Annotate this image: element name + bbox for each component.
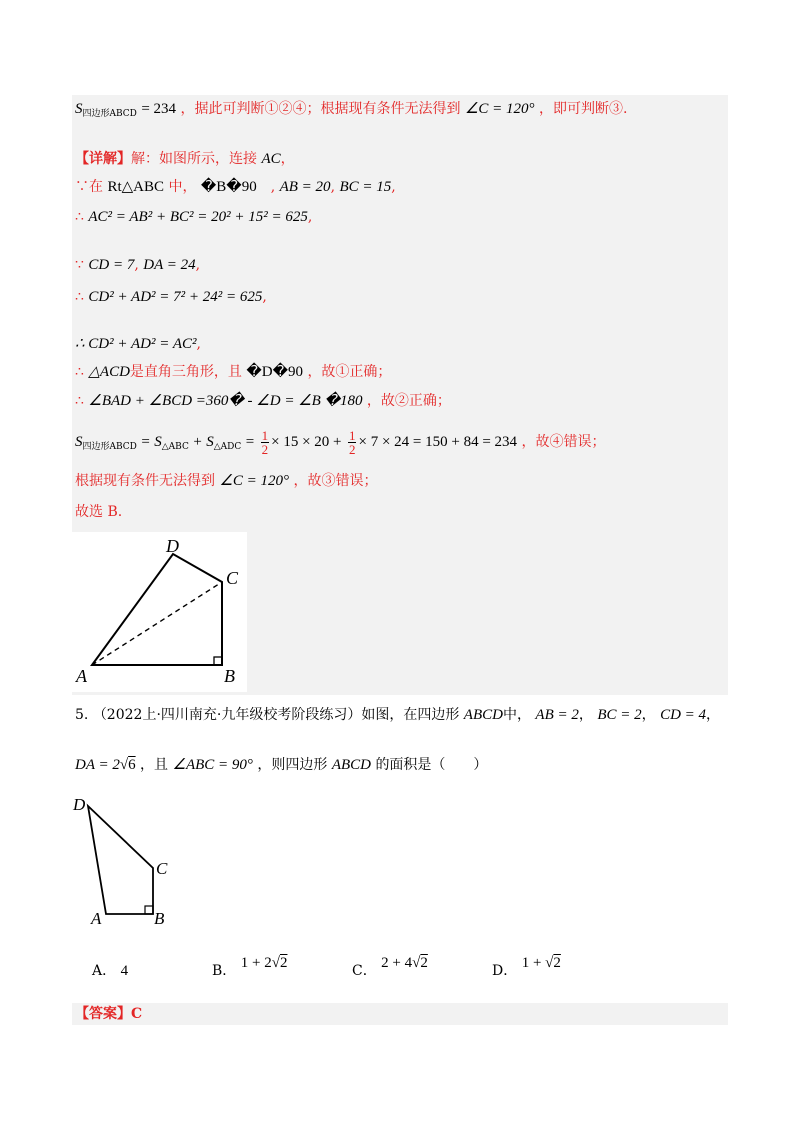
option-a[interactable] xyxy=(92,960,128,982)
option-d[interactable] xyxy=(492,955,561,982)
angle-sum-line xyxy=(75,392,451,410)
solution-line-1 xyxy=(75,100,627,123)
question-number: 5. xyxy=(75,707,89,723)
because-mid: 中， xyxy=(168,179,197,195)
detail-comma: ， xyxy=(280,151,295,167)
area-symbol: S xyxy=(75,101,83,117)
detail-line xyxy=(75,150,295,168)
fig2-label-a: A xyxy=(91,909,102,928)
equation-2: CD² + AD² = 7² + 24² = 625 xyxy=(88,289,263,305)
detail-tag: 【详解】 xyxy=(75,151,131,167)
ab-value: AB = 20 xyxy=(279,179,331,195)
right-triangle: Rt△ABC xyxy=(107,179,165,195)
sum-end: ，故②正确； xyxy=(366,393,451,409)
half-fraction-1: $\frac{1}{2}$ xyxy=(261,427,269,457)
option-b-value: 1 + 2√2 xyxy=(240,955,288,971)
question-line-2: DA = 2√6 ，且 ∠ABC = 90° ，则四边形 ABCD 的面积是（ ） xyxy=(75,757,488,773)
because-line-2: ∵ CD = 7, DA = 24, xyxy=(75,257,201,273)
fig2-label-d: D xyxy=(73,795,86,814)
question-ab: AB = 2 xyxy=(535,707,579,723)
cd-value: CD = 7 xyxy=(88,257,135,273)
area-adc: S xyxy=(206,434,214,450)
acd-triangle: △ACD xyxy=(88,364,130,380)
choice-text: 故选 B. xyxy=(75,504,123,520)
because-symbol: ∵在 xyxy=(75,179,103,195)
detail-ac: AC xyxy=(261,151,281,167)
acd-pre: ∴ xyxy=(75,364,84,380)
choice-line xyxy=(75,503,122,521)
acd-end: ，故①正确； xyxy=(307,364,392,380)
answer-panel xyxy=(72,1003,728,1025)
area-term-2: × 7 × 24 = 150 + 84 = 234 xyxy=(358,434,518,450)
area-end: ，故④错误； xyxy=(521,434,606,450)
line1-text-b: ，即可判断③. xyxy=(539,101,628,117)
question-angle: ∠ABC = 90° xyxy=(172,757,253,773)
therefore-symbol: ∴ xyxy=(75,209,84,225)
conclusion-end: ，故③错误； xyxy=(293,473,378,489)
area-term-1: × 15 × 20 + xyxy=(271,434,342,450)
conclusion-line xyxy=(75,472,377,490)
question-then: ，则四边形 xyxy=(257,757,328,773)
because-line-1: ∵在 Rt△ABC 中， �B�90 , AB = 20, BC = 15, xyxy=(75,179,396,195)
area-subscript: 四边形ABCD xyxy=(82,109,137,119)
question-bc: BC = 2 xyxy=(597,707,642,723)
question-quad: ABCD xyxy=(463,707,503,723)
answer-tag: 【答案】 xyxy=(75,1006,131,1022)
conclusion-text: 根据现有条件无法得到 xyxy=(75,473,215,489)
question-quad-2: ABCD xyxy=(331,757,371,773)
area-abc: S xyxy=(154,434,162,450)
question-and: ，且 xyxy=(140,757,169,773)
option-d-letter: D． xyxy=(492,963,518,979)
question-da-root: 6 xyxy=(128,757,136,773)
angle-c: ∠C = 120° xyxy=(464,101,535,117)
bc-value: BC = 15 xyxy=(339,179,392,195)
detail-text: 解：如图所示，连接 xyxy=(131,151,257,167)
fig1-label-d: D xyxy=(166,536,179,556)
equation-3: ∴ CD² + AD² = AC² xyxy=(75,336,197,352)
area-value: = 234 xyxy=(141,101,177,117)
question-cd: CD = 4 xyxy=(660,707,707,723)
therefore-line-1: ∴ AC² = AB² + BC² = 20² + 15² = 625, xyxy=(75,209,313,225)
line1-text-a: ，据此可判断①②④；根据现有条件无法得到 xyxy=(180,101,461,117)
option-c[interactable] xyxy=(352,955,428,982)
answer-value: C xyxy=(131,1006,143,1022)
option-d-value: 1 + √2 xyxy=(521,955,561,971)
option-c-letter: C． xyxy=(352,963,377,979)
fig1-label-c: C xyxy=(226,568,239,588)
fig1-label-b: B xyxy=(224,666,235,686)
area-line: $S_{四边形ABCD} = S_{\triangle ABC} + S_{\triangle ADC}$ = $\frac{1}{2}$ × 15 × 20 + $\frac{1}{2}$ × 7 × 24 = 150 + 84 = 234 ，故④错误； xyxy=(75,427,606,457)
angle-d: �D�90 xyxy=(246,364,303,380)
equation-1: AC² = AB² + BC² = 20² + 15² = 625 xyxy=(88,209,308,225)
half-fraction-2: $\frac{1}{2}$ xyxy=(348,427,356,457)
figure-quadrilateral-2 xyxy=(70,792,180,932)
option-b-letter: B． xyxy=(212,963,237,979)
because-symbol-2: ∵ xyxy=(75,257,84,273)
option-b[interactable] xyxy=(212,955,288,982)
acd-line xyxy=(75,363,391,381)
fig2-label-b: B xyxy=(154,909,165,928)
answer-line xyxy=(75,1005,142,1023)
fig2-label-c: C xyxy=(156,859,168,878)
acd-text: 是直角三角形，且 xyxy=(129,364,242,380)
question-mid: 中， xyxy=(502,707,531,723)
question-ask: 的面积是（ ） xyxy=(375,757,488,773)
area-adc-sub: △ADC xyxy=(213,442,242,452)
area-abc-sub: △ABC xyxy=(161,442,189,452)
area-total: S xyxy=(75,434,83,450)
option-a-letter: A． xyxy=(92,963,117,979)
question-da: DA = 2 xyxy=(75,757,120,773)
angle-sum-equation: ∠BAD + ∠BCD =360� - ∠D = ∠B �180 xyxy=(88,393,363,409)
conclusion-angle: ∠C = 120° xyxy=(219,473,290,489)
question-source: （2022上·四川南充·九年级校考阶段练习）如图，在四边形 xyxy=(92,707,460,723)
question-line-1: 5. （2022上·四川南充·九年级校考阶段练习）如图，在四边形 ABCD中， AB = 2， BC = 2， CD = 4， xyxy=(75,707,721,723)
area-total-sub: 四边形ABCD xyxy=(82,442,137,452)
therefore-symbol-2: ∴ xyxy=(75,289,84,305)
angle-b: �B�90 xyxy=(200,179,257,195)
sum-pre: ∴ xyxy=(75,393,84,409)
option-c-value: 2 + 4√2 xyxy=(381,955,428,971)
da-value: DA = 24 xyxy=(143,257,196,273)
therefore-line-2: ∴ CD² + AD² = 7² + 24² = 625, xyxy=(75,289,267,305)
fig1-label-a: A xyxy=(76,666,87,686)
therefore-line-3: ∴ CD² + AD² = AC², xyxy=(75,336,201,352)
figure-quadrilateral-1 xyxy=(72,532,247,692)
option-a-value: 4 xyxy=(120,963,129,979)
